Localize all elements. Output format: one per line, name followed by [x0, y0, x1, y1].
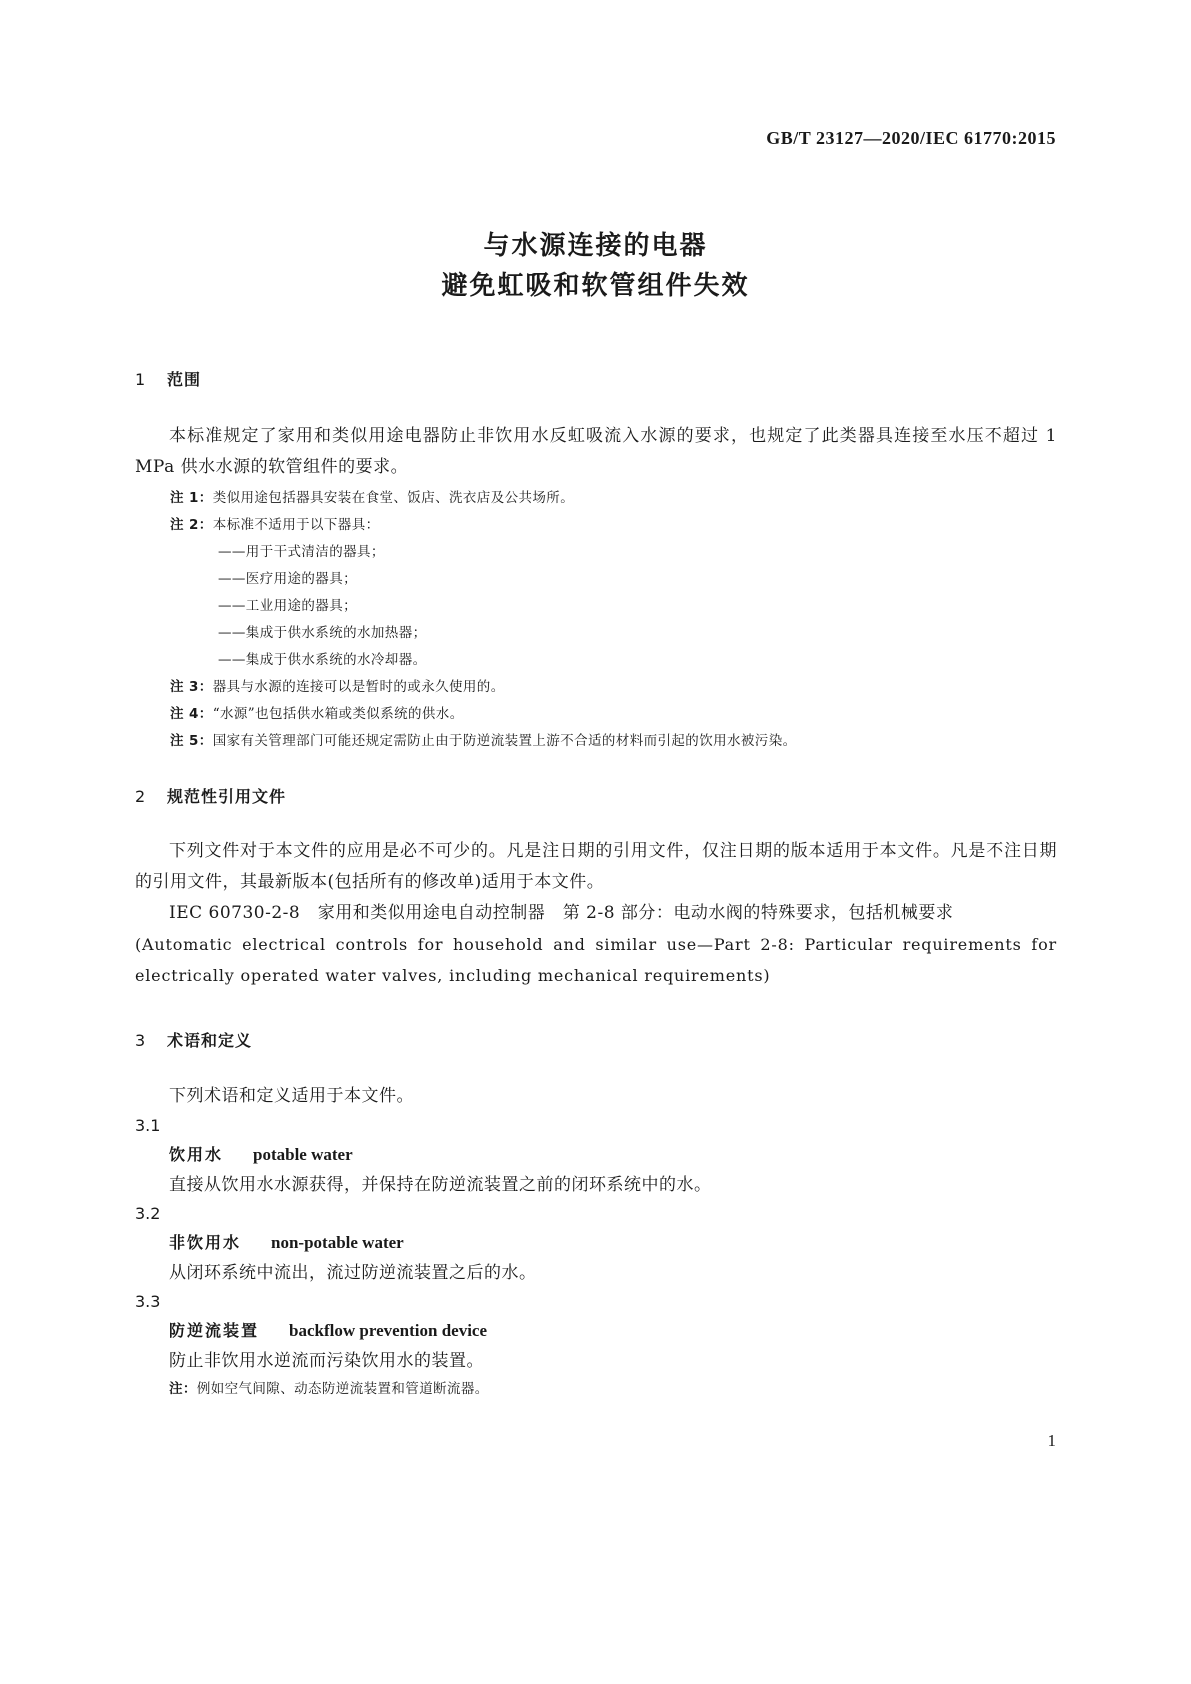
term-zh: 非饮用水	[169, 1233, 242, 1252]
note-text: 器具与水源的连接可以是暂时的或永久使用的。	[212, 679, 505, 695]
note-label: 注 3：	[170, 679, 213, 695]
section-2-body: 下列文件对于本文件的应用是必不可少的。凡是注日期的引用文件，仅注日期的版本适用于本文件。凡是不注日期的引用文件，其最新版本(包括所有的修改单)适用于本文件。	[135, 841, 1057, 892]
exclusion-item: ——集成于供水系统的水冷却器。	[218, 652, 427, 668]
note-text: “水源”也包括供水箱或类似系统的供水。	[212, 706, 464, 722]
note-label: 注 5：	[170, 733, 213, 749]
note-text: 例如空气间隙、动态防逆流装置和管道断流器。	[196, 1381, 489, 1397]
note-3	[135, 674, 1057, 701]
exclusion-item: ——医疗用途的器具；	[218, 571, 357, 587]
term-number: 3.1	[135, 1116, 161, 1135]
note-2	[135, 512, 1057, 539]
note-label: 注 1：	[170, 490, 213, 506]
note-text: 类似用途包括器具安装在食堂、饭店、洗衣店及公共场所。	[212, 490, 575, 506]
term-entry	[135, 1200, 1057, 1288]
term-definition: 防止非饮用水逆流而污染饮用水的装置。	[169, 1351, 484, 1371]
note-4	[135, 701, 1057, 728]
term-en: backflow prevention device	[289, 1321, 488, 1340]
section-3-heading	[135, 1029, 1057, 1053]
note-text: 本标准不适用于以下器具：	[212, 517, 380, 533]
term-definition: 直接从饮用水水源获得，并保持在防逆流装置之前的闭环系统中的水。	[169, 1175, 712, 1195]
section-title: 术语和定义	[167, 1031, 253, 1050]
note-label: 注：	[169, 1381, 197, 1397]
standard-code: GB/T 23127—2020/IEC 61770:2015	[766, 128, 1056, 148]
normative-reference-english: (Automatic electrical controls for household and similar use—Part 2-8: Particular requirements for electrically operated water valves, including mechanical requirements)	[135, 935, 1057, 985]
term-entry	[135, 1112, 1057, 1200]
section-number: 2	[135, 787, 147, 806]
term-zh: 饮用水	[169, 1145, 224, 1164]
term-number: 3.2	[135, 1204, 161, 1223]
exclusion-item: ——工业用途的器具；	[218, 598, 357, 614]
section-1-body: 本标准规定了家用和类似用途电器防止非饮用水反虹吸流入水源的要求，也规定了此类器具连接至水压不超过 1 MPa 供水水源的软管组件的要求。	[135, 426, 1057, 477]
term-en: potable water	[253, 1145, 353, 1164]
section-1-heading	[135, 368, 1057, 392]
term-number: 3.3	[135, 1292, 161, 1311]
note-label: 注 2：	[170, 517, 213, 533]
note-text: 国家有关管理部门可能还规定需防止由于防逆流装置上游不合适的材料而引起的饮用水被污染。	[212, 733, 797, 749]
section-2-heading	[135, 785, 1057, 809]
section-number: 3	[135, 1031, 147, 1050]
term-note	[135, 1376, 1057, 1403]
document-title	[0, 226, 1191, 306]
note-5	[135, 728, 1057, 755]
exclusion-item: ——集成于供水系统的水加热器；	[218, 625, 427, 641]
section-number: 1	[135, 370, 147, 389]
section-1-notes	[135, 485, 1057, 755]
section-title: 规范性引用文件	[167, 787, 287, 806]
term-definition: 从闭环系统中流出，流过防逆流装置之后的水。	[169, 1263, 537, 1283]
term-heading	[135, 1140, 1057, 1170]
page-number: 1	[1047, 1431, 1056, 1450]
term-en: non-potable water	[271, 1233, 404, 1252]
section-title: 范围	[167, 370, 202, 389]
exclusion-item: ——用于干式清洁的器具；	[218, 544, 385, 560]
title-line-2: 避免虹吸和软管组件失效	[441, 271, 750, 301]
term-heading	[135, 1316, 1057, 1346]
normative-reference: IEC 60730-2-8 家用和类似用途电自动控制器 第 2-8 部分：电动水阀的特殊要求，包括机械要求	[169, 903, 954, 923]
note-1	[135, 485, 1057, 512]
section-3-body: 下列术语和定义适用于本文件。	[169, 1086, 414, 1106]
term-heading	[135, 1228, 1057, 1258]
document-body	[135, 368, 1057, 1403]
term-entry	[135, 1288, 1057, 1376]
term-zh: 防逆流装置	[169, 1321, 260, 1340]
title-line-1: 与水源连接的电器	[483, 231, 708, 261]
note-label: 注 4：	[170, 706, 213, 722]
